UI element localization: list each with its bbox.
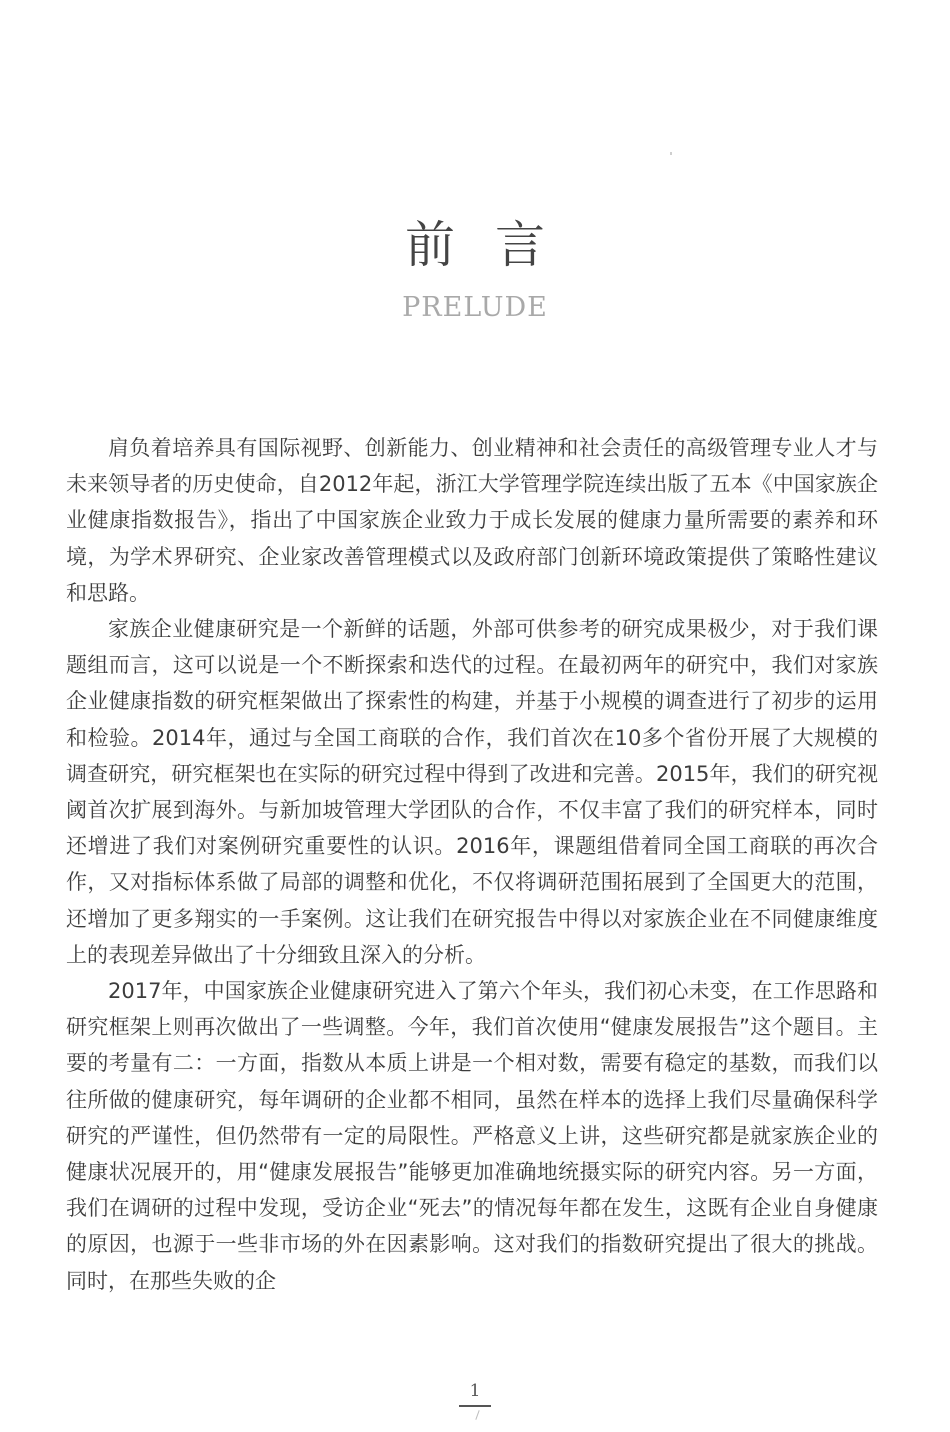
paragraph-2: 家族企业健康研究是一个新鲜的话题，外部可供参考的研究成果极少，对于我们课题组而言，这可以说是一个不断探索和迭代的过程。在最初两年的研究中，我们对家族企业健康指数的研究框架做出了探索性的构建，并基于小规模的调查进行了初步的运用和检验。2014年，通过与全国工商联的合作，我们首次在10多个省份开展了大规模的调查研究，研究框架也在实际的研究过程中得到了改进和完善。2015年，我们的研究视阈首次扩展到海外。与新加坡管理大学团队的合作，不仅丰富了我们的研究样本，同时还增进了我们对案例研究重要性的认识。2016年，课题组借着同全国工商联的再次合作，又对指标体系做了局部的调整和优化，不仅将调研范围拓展到了全国更大的范围，还增加了更多翔实的一手案例。这让我们在研究报告中得以对家族企业在不同健康维度上的表现差异做出了十分细致且深入的分析。 xyxy=(66,617,878,967)
page-number-tick xyxy=(475,1410,479,1420)
page-number-rule xyxy=(459,1405,491,1407)
body-text xyxy=(66,430,878,1299)
page-title: 前言 xyxy=(405,216,585,274)
paragraph-3: 2017年，中国家族企业健康研究进入了第六个年头，我们初心未变，在工作思路和研究框架上则再次做出了一些调整。今年，我们首次使用“健康发展报告”这个题目。主要的考量有二：一方面，指数从本质上讲是一个相对数，需要有稳定的基数，而我们以往所做的健康研究，每年调研的企业都不相同，虽然在样本的选择上我们尽量确保科学研究的严谨性，但仍然带有一定的局限性。严格意义上讲，这些研究都是就家族企业的健康状况展开的，用“健康发展报告”能够更加准确地统摄实际的研究内容。另一方面，我们在调研的过程中发现，受访企业“死去”的情况每年都在发生，这既有企业自身健康的原因，也源于一些非市场的外在因素影响。这对我们的指数研究提出了很大的挑战。同时，在那些失败的企 xyxy=(66,979,878,1293)
scan-speck xyxy=(670,152,672,155)
page-footer xyxy=(455,1380,495,1420)
page-number: 1 xyxy=(469,1381,481,1401)
paragraph-1: 肩负着培养具有国际视野、创新能力、创业精神和社会责任的高级管理专业人才与未来领导者的历史使命，自2012年起，浙江大学管理学院连续出版了五本《中国家族企业健康指数报告》，指出了中国家族企业致力于成长发展的健康力量所需要的素养和环境，为学术界研究、企业家改善管理模式以及政府部门创新环境政策提供了策略性建议和思路。 xyxy=(66,436,878,605)
page-subtitle: PRELUDE xyxy=(402,292,548,323)
